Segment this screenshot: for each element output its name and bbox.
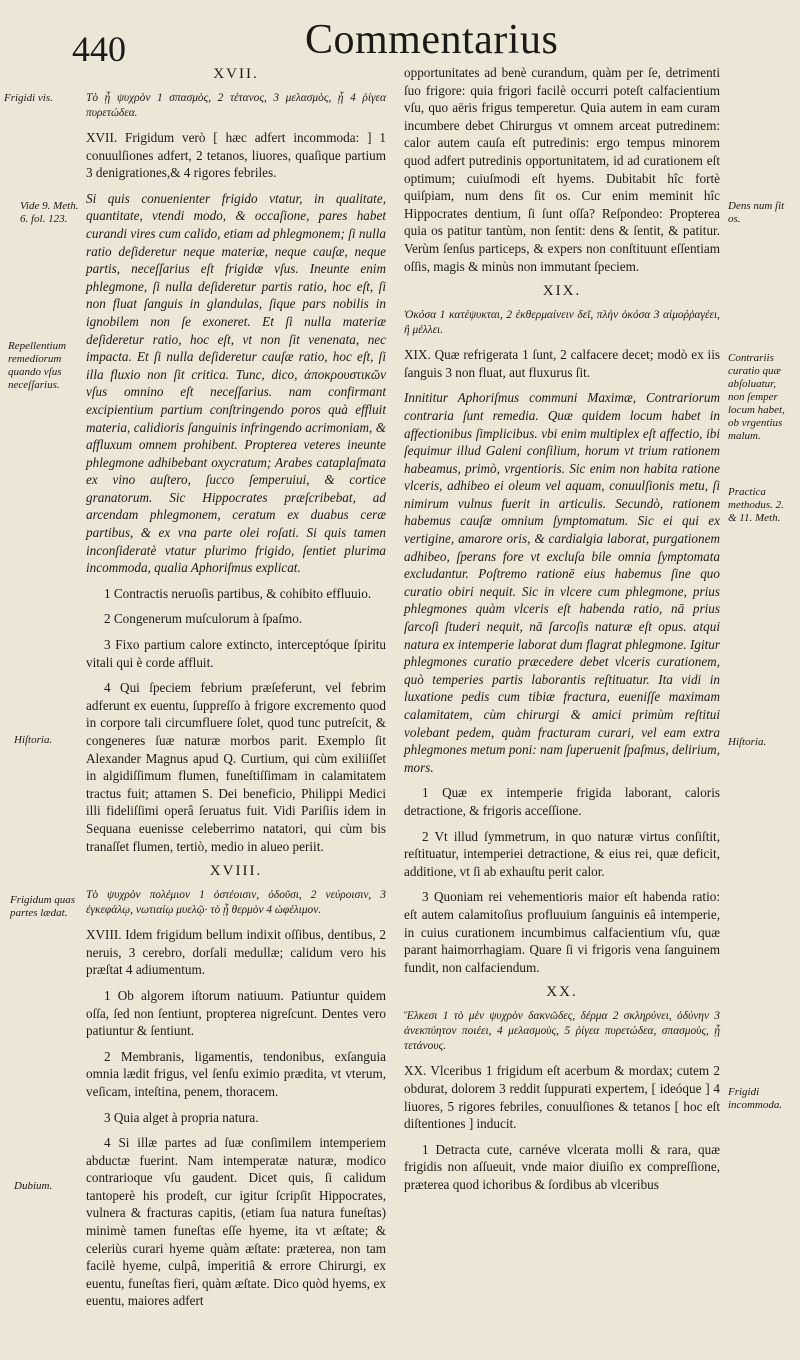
greek-text: Ὁκόσα 1 κατέψυκται, 2 ἐκθερμαίνειν δεῖ, πλὴν ὁκόσα 3 αἱμοῤῥαγέει, ἢ μέλλει. — [404, 309, 720, 337]
commentary-text: Innititur Aphoriſmus communi Maximæ, Contrariorum contraria ſunt remedia. Quæ quidem locum habet in affectionibus ſimplicibus. vbi enim multiplex eſt affectio, ibi ſequimur illud Galeni conſilium, horum vt trium rationem habeamus, primò, vrgentioris. Sic enim non habita ratione vlceris, adhibeo ei oleum vel aquam, conuulſionis metu, ſi nimirum vulnus fuerit in articulis. Secundò, rationem habemus cauſæ omnium ſymptomatum. Sic ei qui ex vertigine, amarore oris, & cardialgia laborat, purgationem adhibeo, ſperans fore vt excluſa bile omnia ſymptomata excludantur. Poſtremo rationē eius habemus ſine quo curatio obiri nequit. Sic in vlcere cum phlegmone, prius phlegmones quàm vlceris eſt habenda ratio, nā prius ſarcoſi ſtuderi nequit, nā ſarcoſis naturæ eſt opus. atqui natura ex intemperie laborat dum flagrat phlegmone. Igitur phlegmones curatio præcedere debet vlceris curationem, quò temperies partis laborantis reſtituatur. Ita vidi in luxatione pedis cum tibiæ fractura, eueniſſe maximam calamitatem, cùm chirurgi & amici primùm reſtitui volebant pedem, quàm fracturam curari, vel eam extra phlegmones metum poni: nam ſuperuenit ſpaſmus, delirium, mors. — [404, 390, 720, 775]
margin-note: Contrariis curatio quæ abſoluatur, non ſemper locum habet, ob vrgentius malum. — [728, 352, 785, 442]
margin-note: Hiſtoria. — [14, 734, 53, 746]
footnote: 2 Vt illud ſymmetrum, in quo naturæ virtus conſiſtit, reſtituatur, intemperiei detractione, & eius rei, quæ deficit, additione, vt ſi ab exhauſtu perit calor. — [404, 828, 720, 879]
footnote: 3 Fixo partium calore extincto, interceptóque ſpiritu vitali qui è corde affluit. — [86, 637, 386, 670]
running-head: Commentarius — [305, 17, 559, 63]
aphorism-text: opportunitates ad benè curandum, quàm per ſe, detrimenti ſuo frigore: quia frigori facilè occurri poteſt calfacientium vſu, quo aëris frigus temperetur. Quia autem in eam curam incumbere debet Chirurgus vt omnem arceat putredinem: calor autem cauſa eſt putredinis: ergo tempus minorem quod adfert putredinis opportunitatem, id ad curationem eſt optimum; cuiuſmodi eſt hyems. Dubitabit hîc fortè quiſpiam, num dens ſit os. Cur enim meminit hîc Hippocrates dentium, ſi ſunt oſſa? Reſpondeo: Propterea quia os patitur tantùm, non ſentit: dens & ſentit, & patitur. Verùm ſenſus particeps, & expers non conſtituunt eſſentiam oſſis, magis & minùs non immutant ſpeciem. — [404, 65, 720, 274]
page-number: 440 — [72, 29, 126, 69]
footnote: 4 Si illæ partes ad ſuæ conſimilem intemperiem abductæ fuerint. Nam intemperatæ naturæ, modico contrarioque vſu gaudent. Dicet quis, ſi calidum tantoperè his prodeſt, cur igitur ſcripſit Hippocrates, vulnera & fracturas capitis, (etiam ſua natura funeſtas) minimè tamen funeſtas eſſe hyeme, ita vt æſtate; & celeriùs curari hyeme quàm æſtate: præterea, non tam facilè hyeme, culpâ, imperitiâ & errore Chirurgi, ex euentu, funeſtas fieri, quàm æſtate. Dico quòd hyems, ex euentu, maiores adfert — [86, 1135, 386, 1309]
footnote: 1 Quæ ex intemperie frigida laborant, caloris detractione, & frigoris acceſſione. — [404, 785, 720, 818]
margin-note: Hiſtoria. — [728, 736, 767, 748]
greek-text: Ἕλκεσι 1 τὸ μὲν ψυχρὸν δακνῶδες, δέρμα 2 σκληρύνει, ὀδύνην 3 ἀνεκπύητον ποιέει, 4 μελασμοὺς, 5 ῥίγεα πυρετώδεα, σπασμοὺς, ᾗ τετάνους. — [404, 1010, 720, 1053]
aphorism-text: XVII. Frigidum verò [ hæc adfert incommoda: ] 1 conuulſiones adfert, 2 tetanos, liuores, quaſique partium 3 denigrationes,& 4 rigores febriles. — [86, 130, 386, 181]
margin-note: Frigidum quas partes lædat. — [10, 894, 76, 919]
margin-note: Practica methodus. 2. & 11. Meth. — [728, 486, 784, 524]
greek-text: Τὸ ψυχρὸν πολέμιον 1 ὀστέοισιν, ὀδοῦσι, 2 νεύροισιν, 3 ἐγκεφάλῳ, νωτιαίῳ μυελῷ· τὸ ᾗ θερμὸν 4 ὠφέλιμον. — [86, 889, 386, 917]
left-column — [86, 64, 386, 1318]
footnote: 1 Contractis neruoſis partibus, & cohibito effluuio. — [104, 585, 372, 601]
footnote: 2 Membranis, ligamentis, tendonibus, exſanguia omnia lædit frigus, vel ſenſu eximio prædita, vt vterum, veſicam, inteſtina, penem, thoracem. — [86, 1048, 386, 1099]
aphorism-text: XX. Vlceribus 1 frigidum eſt acerbum & mordax; cutem 2 obdurat, dolorem 3 reddit ſuppurati expertem, [ ideóque ] 4 liuores, 5 rigores febriles, conuulſiones & tetanos [ hoc eſt diſtentiones ] inducit. — [404, 1063, 720, 1132]
footnote: 3 Quoniam rei vehementioris maior eſt habenda ratio: eſt autem calamitoſius profluuium ſanguinis eâ intemperie, in cuius curationem incumbimus calfacientium vſu, quæ parant haimorrhagiam. Quare ſi vi frigoris vena ſanguinem fundit, non calfaciendum. — [404, 889, 720, 975]
footnote: 1 Ob algorem iſtorum natiuum. Patiuntur quidem oſſa, ſed non ſentiunt, propterea nigreſcunt. Dentes vero patiuntur & ſentiunt. — [86, 987, 386, 1039]
aphorism-text: XIX. Quæ refrigerata 1 ſunt, 2 calfacere decet; modò ex iis ſanguis 3 non fluat, aut fluxurus ſit. — [404, 347, 720, 380]
margin-note: Frigidi vis. — [4, 92, 53, 104]
margin-note: Vide 9. Meth. 6. fol. 123. — [20, 200, 79, 225]
margin-note: Repellentium remediorum quando vſus neceſſarius. — [8, 340, 67, 391]
section-heading: XIX. — [542, 283, 582, 300]
margin-note: Dubium. — [14, 1180, 53, 1192]
footnote: 2 Congenerum muſculorum à ſpaſmo. — [104, 611, 303, 627]
footnote: 4 Qui ſpeciem febrium præſeferunt, vel febrim adferunt ex euentu, ſuppreſſo à frigore excremento quod in corpore tali circumfluere ſolet, quod tunc putreſcit, & congeneres ſuæ naturæ morbos parit. Exemplo ſit Alexander Magnus apud Q. Curtium, qui cùm exiliiſſet in algidiſſimum flumen, funeſtiſſimam in calamitatem tractus fuit; attamen S. Dei beneficio, Philippi Medici illi fideliſſimi operâ ſeruatus fuit. Vidi Pariſiis idem in Sequana euenisse celeberrimo natatori, qui cùm bis tranaſſet flumen, tertiò, medio in alueo periit. — [86, 680, 386, 854]
footnote: 1 Detracta cute, carnéve vlcerata molli & rara, quæ frigidis non aſſueuit, vnde maior diuiſio ex compreſſione, præterea quod ichoribus & ſordibus ab vlceribus — [404, 1141, 720, 1192]
aphorism-text: XVIII. Idem frigidum bellum indixit oſſibus, dentibus, 2 neruis, 3 cerebro, dorſali medullæ; calidum vero his præſtat 4 adiumentum. — [86, 927, 386, 978]
section-heading: XVII. — [213, 66, 259, 82]
greek-text: Τὸ ᾗ ψυχρὸν 1 σπασμὸς, 2 τέτανος, 3 μελασμὸς, ᾗ 4 ῥίγεα πυρετώδεα. — [86, 92, 386, 119]
section-heading: XVIII. — [209, 863, 263, 880]
section-heading: XX. — [546, 984, 578, 1001]
footnote: 3 Quia alget à propria natura. — [104, 1109, 259, 1125]
right-column — [404, 64, 720, 1201]
margin-note: Frigidi incommoda. — [728, 1086, 783, 1111]
commentary-text: Si quis conuenienter frigido vtatur, in qualitate, quantitate, vtendi modo, & occaſione, pares habet curandi vires cum calido, etiam ad phlegmonem; ſi nulla ratio deſideretur neque materiæ, neque cauſæ, neque partis, neceſſarius eſt frigidæ vſus. Ineunte enim phlegmone, ſi nulla deſideretur partis ratio, hoc eſt, ſi non fluat ſanguis in glandulas, ſique pars nobilis in ignobilem non ſe exoneret. Et ſi nulla materiæ deſideretur ratio, hoc eſt, vt non ſit venenata, nec impacta. Et ſi nulla deſideretur cauſæ ratio, hoc eſt, ſi illa fluxio non ſit critica. Tunc, dico, ἀποκρουστικῶν vſus omnino eſt neceſſarius. nam confirmant excipientium partium conſtringendo poros quà effluit materia, calidioris ſanguinis infringendo acrimoniam, & affluxum omnem prohibent. Propterea veteres ineunte phlegmone adhibebant oxycratum; Arabes cataplaſmata ex vino auſtero, ſucco ſemperuiui, & cortice granatorum. Sic Hippocrates præſcribebat, ad arcendam phlegmonem, ceratum ex duabus ceræ partibus, & ex vna parte olei roſati. Si quis tamen inconſideratè vtatur plurimo frigido, ſentiet plurima incommoda, qualia Aphoriſmus explicat. — [86, 190, 386, 576]
margin-note: Dens num ſit os. — [728, 200, 785, 225]
